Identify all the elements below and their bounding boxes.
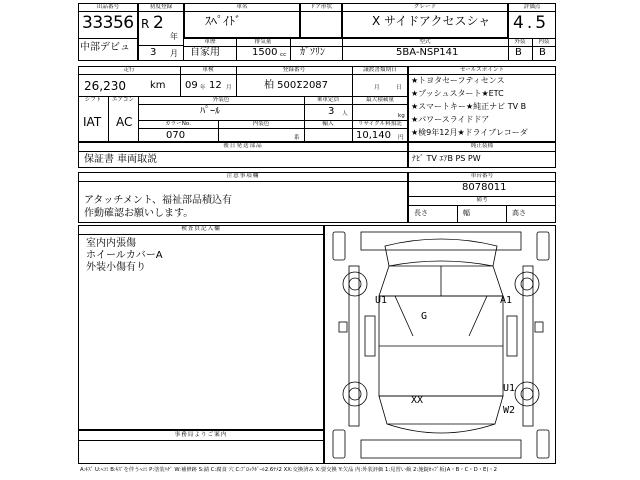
capacity-unit: 人 bbox=[342, 111, 348, 117]
model-code: 5BA-NSP141 bbox=[396, 47, 459, 58]
note-line: 作動確認お願いします。 bbox=[84, 208, 194, 219]
damage-mark: U1 bbox=[375, 295, 388, 306]
options: ﾅﾋﾞ TV ｴｱB PS PW bbox=[412, 154, 481, 163]
car-name: ｽﾍﾟｲﾄﾞ bbox=[205, 14, 242, 28]
damage-mark: G bbox=[421, 311, 428, 322]
door-label: ドア形状 bbox=[309, 4, 333, 10]
inspection-month: 12 bbox=[209, 80, 222, 91]
lot-number: 33356 bbox=[82, 13, 134, 33]
car-name-label: 車名 bbox=[236, 4, 248, 10]
length-label: 長さ bbox=[414, 209, 428, 217]
exterior-label: 外装 bbox=[514, 39, 526, 45]
legend: A:ｷｽﾞ U:ﾍｺﾐ B:ｷｽﾞを伴うﾍｺﾐ P:塗装ﾊｹﾞ W:補修跡 S:錆 C:腐食 穴 C:ﾌﾞﾛｯｸﾎﾟｰﾙ2.6ﾔﾒ2 XX:交換済み X:要交換 Y:欠品 内:外装評価 1:見習い級 2:施錠ｶｯﾌﾟ板(A・B・C・D・E)・2 bbox=[80, 467, 498, 473]
exterior-grade: B bbox=[515, 47, 522, 58]
grade-label: グレード bbox=[413, 4, 437, 10]
month-unit: 月 bbox=[170, 49, 178, 58]
reg-year: 2 bbox=[153, 13, 164, 33]
damage-mark: U1 bbox=[503, 383, 516, 394]
inspector-line: 外装小傷有り bbox=[86, 262, 146, 273]
aircon: AC bbox=[116, 115, 133, 129]
width-label: 幅 bbox=[463, 209, 470, 217]
recycle-label: リサイクル料預託 bbox=[358, 121, 402, 127]
inspection-label: 車検 bbox=[202, 67, 214, 73]
sales-points-label: セールスポイント bbox=[459, 67, 505, 73]
use-label: 車歴 bbox=[204, 39, 216, 45]
attachments: 保証書 車両取説 bbox=[84, 154, 158, 165]
mileage: 26,230 bbox=[84, 79, 126, 93]
interior-label: 内装 bbox=[538, 39, 550, 45]
capacity-label: 乗車定員 bbox=[316, 97, 340, 103]
car-outline bbox=[325, 226, 557, 465]
era: R bbox=[141, 17, 150, 31]
frame-number: 8078011 bbox=[462, 182, 507, 193]
inspection-month-unit: 月 bbox=[226, 85, 232, 91]
sales-point: ★スマートキー★純正ナビ TV B bbox=[411, 102, 527, 111]
score: 4.5 bbox=[513, 13, 550, 33]
height-label: 高さ bbox=[512, 209, 526, 217]
damage-mark: A1 bbox=[500, 295, 513, 306]
recycle-fee: 10,140 bbox=[356, 130, 391, 141]
model-change-label: 中部デビュ bbox=[80, 42, 130, 53]
exterior-color: ﾊﾟｰﾙ bbox=[200, 106, 220, 117]
office-label: 事務局よりご案内 bbox=[174, 432, 228, 438]
lot-no-label: 出品番号 bbox=[96, 4, 120, 10]
attachments-label: 後日発送部品 bbox=[223, 143, 263, 149]
capacity: 3 bbox=[328, 106, 335, 117]
recycle-date-label: 譲渡書類期日 bbox=[363, 67, 397, 73]
note-line: アタッチメント、福祉部品積込有 bbox=[84, 195, 232, 206]
max-load-label: 最大積載量 bbox=[366, 97, 394, 103]
exterior-color-label: 外装色 bbox=[212, 97, 230, 103]
registration-number: 柏 500Σ2087 bbox=[264, 80, 329, 91]
displacement-label: 排気量 bbox=[254, 39, 272, 45]
frame-label: 車台番号 bbox=[470, 173, 494, 179]
recycle-day-unit: 日 bbox=[396, 85, 402, 91]
import-label: 輸入 bbox=[322, 121, 334, 127]
sales-point: ★プッシュスタート★ETC bbox=[411, 89, 504, 98]
use-value: 自家用 bbox=[190, 47, 220, 58]
recycle-unit: 円 bbox=[398, 135, 404, 141]
displacement: 1500 bbox=[252, 47, 278, 58]
model-code-label: 型式 bbox=[419, 39, 431, 45]
shift-label: シフト bbox=[84, 97, 102, 103]
color-no: 070 bbox=[166, 130, 186, 141]
dims-label: 備考 bbox=[476, 197, 488, 203]
first-reg-label: 初度登録 bbox=[149, 4, 173, 10]
score-label: 評価点 bbox=[523, 4, 541, 10]
year-unit: 年 bbox=[170, 32, 178, 41]
options-label: 純正装備 bbox=[470, 143, 494, 149]
inspector-line: 室内内張傷 bbox=[86, 238, 136, 249]
inspector-label: 検査員記入欄 bbox=[181, 226, 221, 232]
reg-no-label: 登録番号 bbox=[282, 67, 306, 73]
interior-color-label: 内装色 bbox=[252, 121, 270, 127]
max-load-unit: kg bbox=[398, 113, 405, 119]
sales-point: ★パワースライドドア bbox=[411, 115, 490, 124]
damage-mark: W2 bbox=[503, 405, 516, 416]
reg-month: 3 bbox=[150, 47, 157, 58]
car-diagram bbox=[324, 225, 556, 464]
inspection-year-unit: 年 bbox=[200, 85, 206, 91]
mileage-label: 走行 bbox=[123, 67, 135, 73]
aircon-label: エアコン bbox=[111, 97, 135, 103]
inspector-line: ホイールカバーA bbox=[86, 250, 163, 261]
recycle-month-unit: 月 bbox=[374, 85, 380, 91]
sales-point: ★トヨタセーフティセンス bbox=[411, 76, 505, 85]
shift: IAT bbox=[83, 115, 102, 129]
sales-point: ★検9年12月★ドライブレコーダ bbox=[411, 128, 528, 137]
interior-grade: B bbox=[539, 47, 546, 58]
mileage-unit: km bbox=[150, 80, 166, 91]
damage-mark: XX bbox=[411, 395, 424, 406]
grade: X サイドアクセスシャ bbox=[372, 14, 491, 28]
color-no-label: カラーNo. bbox=[164, 121, 192, 127]
inspection-year: 09 bbox=[185, 80, 198, 91]
notes-label: 注意事項欄 bbox=[226, 173, 260, 179]
fuel: ｶﾞｿﾘﾝ bbox=[300, 47, 325, 58]
displacement-unit: cc bbox=[280, 52, 287, 58]
type-mark: 系 bbox=[294, 135, 300, 141]
